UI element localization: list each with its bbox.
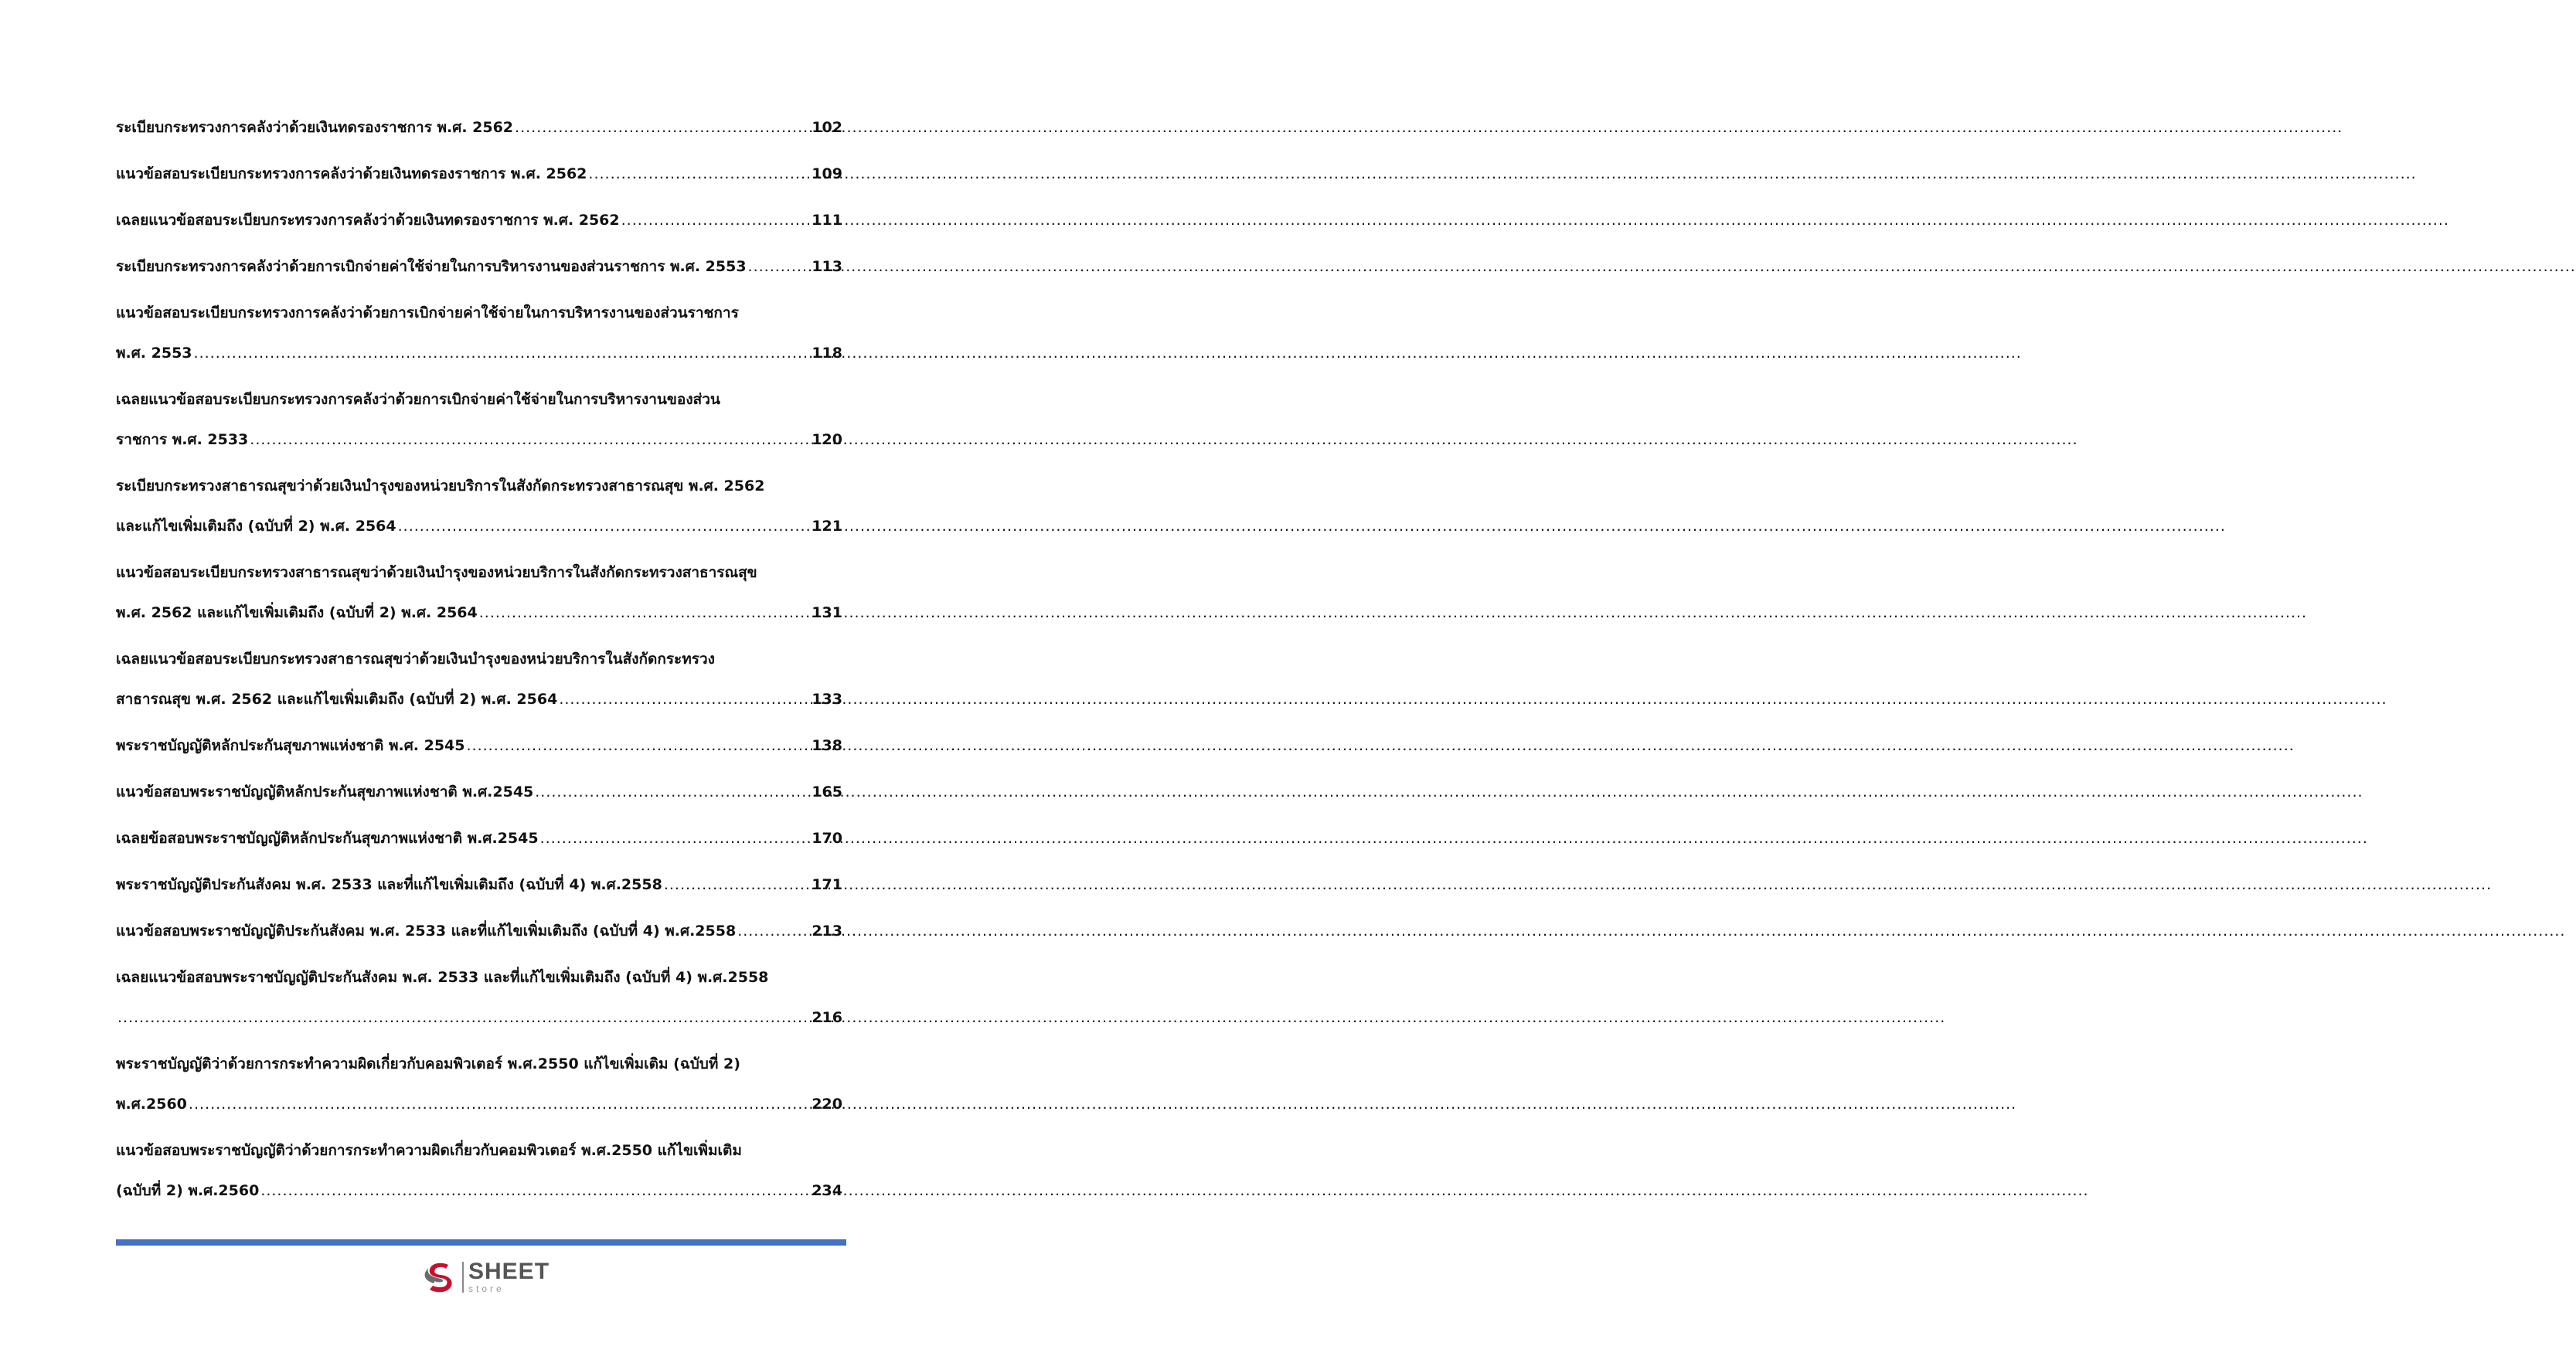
- toc-entry-line: [116, 1139, 842, 1162]
- toc-entry-line: [116, 780, 842, 804]
- toc-page-number: 120: [812, 431, 842, 448]
- toc-dot-leader: [396, 515, 808, 538]
- logo-divider: [462, 1262, 464, 1293]
- toc-entry[interactable]: [116, 966, 842, 1029]
- toc-page-number: 171: [812, 876, 842, 893]
- toc-entry-line: [116, 515, 842, 538]
- toc-dot-leader: [116, 1006, 807, 1029]
- toc-dot-leader: [662, 873, 808, 896]
- toc-entry-title: ราชการ พ.ศ. 2533: [116, 431, 249, 448]
- toc-entry-title: เฉลยแนวข้อสอบพระราชบัญญัติประกันสังคม พ.ศ. 2533 และที่แก้ไขเพิ่มเติมถึง (ฉบับที่ 4) พ.ศ.2558: [116, 969, 769, 986]
- toc-entry-title: เฉลยแนวข้อสอบระเบียบกระทรวงสาธารณสุขว่าด้วยเงินบำรุงของหน่วยบริการในสังกัดกระทรวง: [116, 651, 715, 668]
- toc-entry-line: [116, 601, 842, 624]
- toc-entry-line: [116, 688, 842, 711]
- toc-entry[interactable]: [116, 1139, 842, 1202]
- toc-page-number: 216: [812, 1009, 842, 1026]
- toc-entry-line: [116, 1052, 842, 1076]
- footer-divider: [116, 1239, 846, 1246]
- logo-text: [468, 1260, 550, 1293]
- toc-entry-title: พระราชบัญญัติหลักประกันสุขภาพแห่งชาติ พ.ศ. 2545: [116, 737, 465, 754]
- toc-entry[interactable]: [116, 388, 842, 451]
- toc-dot-leader: [539, 827, 808, 850]
- toc-entry-line: [116, 1179, 842, 1202]
- toc-page-number: 131: [812, 604, 842, 621]
- toc-dot-leader: [620, 209, 808, 232]
- toc-dot-leader: [513, 116, 807, 139]
- toc-entry[interactable]: [116, 116, 842, 139]
- toc-entry-title: เฉลยแนวข้อสอบระเบียบกระทรวงการคลังว่าด้วยเงินทดรองราชการ พ.ศ. 2562: [116, 212, 620, 229]
- toc-entry-line: [116, 255, 842, 278]
- toc-entry-line: [116, 647, 842, 671]
- toc-page-number: 220: [812, 1096, 842, 1113]
- toc-entry-line: [116, 116, 842, 139]
- toc-page-number: 113: [812, 258, 842, 275]
- toc-entry-title: (ฉบับที่ 2) พ.ศ.2560: [116, 1182, 260, 1199]
- sheet-store-logo: [422, 1256, 561, 1298]
- toc-entry-title: และแก้ไขเพิ่มเติมถึง (ฉบับที่ 2) พ.ศ. 2564: [116, 518, 396, 535]
- toc-entry[interactable]: [116, 827, 842, 850]
- toc-entry-line: [116, 388, 842, 411]
- toc-entry[interactable]: [116, 873, 842, 896]
- toc-entry-line: [116, 428, 842, 451]
- toc-entry-title: แนวข้อสอบระเบียบกระทรวงการคลังว่าด้วยเงินทดรองราชการ พ.ศ. 2562: [116, 165, 587, 182]
- toc-entry-title: แนวข้อสอบพระราชบัญญัติประกันสังคม พ.ศ. 2533 และที่แก้ไขเพิ่มเติมถึง (ฉบับที่ 4) พ.ศ.2558: [116, 923, 737, 940]
- toc-entry-title: พ.ศ. 2562 และแก้ไขเพิ่มเติมถึง (ฉบับที่ 2) พ.ศ. 2564: [116, 604, 478, 621]
- toc-entry[interactable]: [116, 162, 842, 185]
- toc-page-number: 121: [812, 518, 842, 535]
- sheet-store-s-logo-icon: [422, 1259, 459, 1296]
- toc-entry-line: [116, 301, 842, 325]
- toc-entry-title: พ.ศ.2560: [116, 1096, 187, 1113]
- logo-sub-text: store: [468, 1283, 505, 1294]
- toc-page-number: 170: [812, 830, 842, 847]
- logo-main-text: SHEET: [468, 1259, 550, 1284]
- toc-entry[interactable]: [116, 1052, 842, 1116]
- toc-page-number: 109: [812, 165, 842, 182]
- toc-entry-title: แนวข้อสอบระเบียบกระทรวงสาธารณสุขว่าด้วยเงินบำรุงของหน่วยบริการในสังกัดกระทรวงสาธารณสุข: [116, 564, 757, 581]
- toc-entry[interactable]: [116, 734, 842, 757]
- toc-entry-title: เฉลยข้อสอบพระราชบัญญัติหลักประกันสุขภาพแห่งชาติ พ.ศ.2545: [116, 830, 539, 847]
- toc-entry-line: [116, 873, 842, 896]
- toc-entry-title: แนวข้อสอบระเบียบกระทรวงการคลังว่าด้วยการเบิกจ่ายค่าใช้จ่ายในการบริหารงานของส่วนราชการ: [116, 304, 739, 321]
- toc-entry-title: ระเบียบกระทรวงการคลังว่าด้วยการเบิกจ่ายค่าใช้จ่ายในการบริหารงานของส่วนราชการ พ.ศ. 2553: [116, 258, 747, 275]
- toc-entry-line: [116, 919, 842, 943]
- toc-page-number: 102: [812, 119, 842, 136]
- toc-entry-title: แนวข้อสอบพระราชบัญญัติว่าด้วยการกระทำความผิดเกี่ยวกับคอมพิวเตอร์ พ.ศ.2550 แก้ไขเพิ่มเติม: [116, 1142, 742, 1159]
- toc-entry[interactable]: [116, 561, 842, 624]
- toc-entry-line: [116, 966, 842, 989]
- toc-dot-leader: [533, 780, 807, 804]
- toc-dot-leader: [747, 255, 808, 278]
- toc-entry[interactable]: [116, 780, 842, 804]
- toc-entry-title: แนวข้อสอบพระราชบัญญัติหลักประกันสุขภาพแห่งชาติ พ.ศ.2545: [116, 783, 534, 800]
- toc-page-number: 165: [812, 783, 842, 800]
- toc-entry[interactable]: [116, 301, 842, 365]
- toc-dot-leader: [557, 688, 807, 711]
- toc-entry-line: [116, 827, 842, 850]
- toc-dot-leader: [587, 162, 807, 185]
- toc-page-number: 118: [812, 345, 842, 362]
- toc-entry-title: พ.ศ. 2553: [116, 345, 192, 362]
- toc-dot-leader: [736, 919, 807, 943]
- toc-dot-leader: [187, 1093, 807, 1116]
- toc-entry-line: [116, 561, 842, 584]
- toc-entry-title: สาธารณสุข พ.ศ. 2562 และแก้ไขเพิ่มเติมถึง (ฉบับที่ 2) พ.ศ. 2564: [116, 691, 558, 708]
- toc-entry-title: พระราชบัญญัติประกันสังคม พ.ศ. 2533 และที่แก้ไขเพิ่มเติมถึง (ฉบับที่ 4) พ.ศ.2558: [116, 876, 662, 893]
- toc-entry-line: [116, 342, 842, 365]
- toc-entry-line: [116, 162, 842, 185]
- toc-entry[interactable]: [116, 209, 842, 232]
- toc-entry[interactable]: [116, 919, 842, 943]
- toc-dot-leader: [465, 734, 808, 757]
- toc-entry[interactable]: [116, 647, 842, 711]
- toc-dot-leader: [259, 1179, 807, 1202]
- toc-dot-leader: [478, 601, 808, 624]
- toc-page-number: 213: [812, 923, 842, 940]
- toc-dot-leader: [192, 342, 808, 365]
- toc-page-number: 138: [812, 737, 842, 754]
- toc-entry-title: พระราชบัญญัติว่าด้วยการกระทำความผิดเกี่ยวกับคอมพิวเตอร์ พ.ศ.2550 แก้ไขเพิ่มเติม (ฉบับที่ 2): [116, 1055, 740, 1072]
- toc-entry[interactable]: [116, 474, 842, 538]
- toc-entry-title: ระเบียบกระทรวงการคลังว่าด้วยเงินทดรองราชการ พ.ศ. 2562: [116, 119, 514, 136]
- toc-entry-line: [116, 209, 842, 232]
- toc-entry-line: [116, 1006, 842, 1029]
- toc-entry-line: [116, 1093, 842, 1116]
- toc-entry-line: [116, 474, 842, 498]
- toc-entry-title: ระเบียบกระทรวงสาธารณสุขว่าด้วยเงินบำรุงของหน่วยบริการในสังกัดกระทรวงสาธารณสุข พ.ศ. 2562: [116, 477, 765, 494]
- toc-page-number: 234: [812, 1182, 842, 1199]
- toc-entry-line: [116, 734, 842, 757]
- toc-entry-title: เฉลยแนวข้อสอบระเบียบกระทรวงการคลังว่าด้วยการเบิกจ่ายค่าใช้จ่ายในการบริหารงานของส่วน: [116, 391, 720, 408]
- toc-dot-leader: [248, 428, 807, 451]
- toc-entry[interactable]: [116, 255, 842, 278]
- table-of-contents: [116, 116, 842, 1225]
- toc-page-number: 133: [812, 691, 842, 708]
- toc-page-number: 111: [812, 212, 842, 229]
